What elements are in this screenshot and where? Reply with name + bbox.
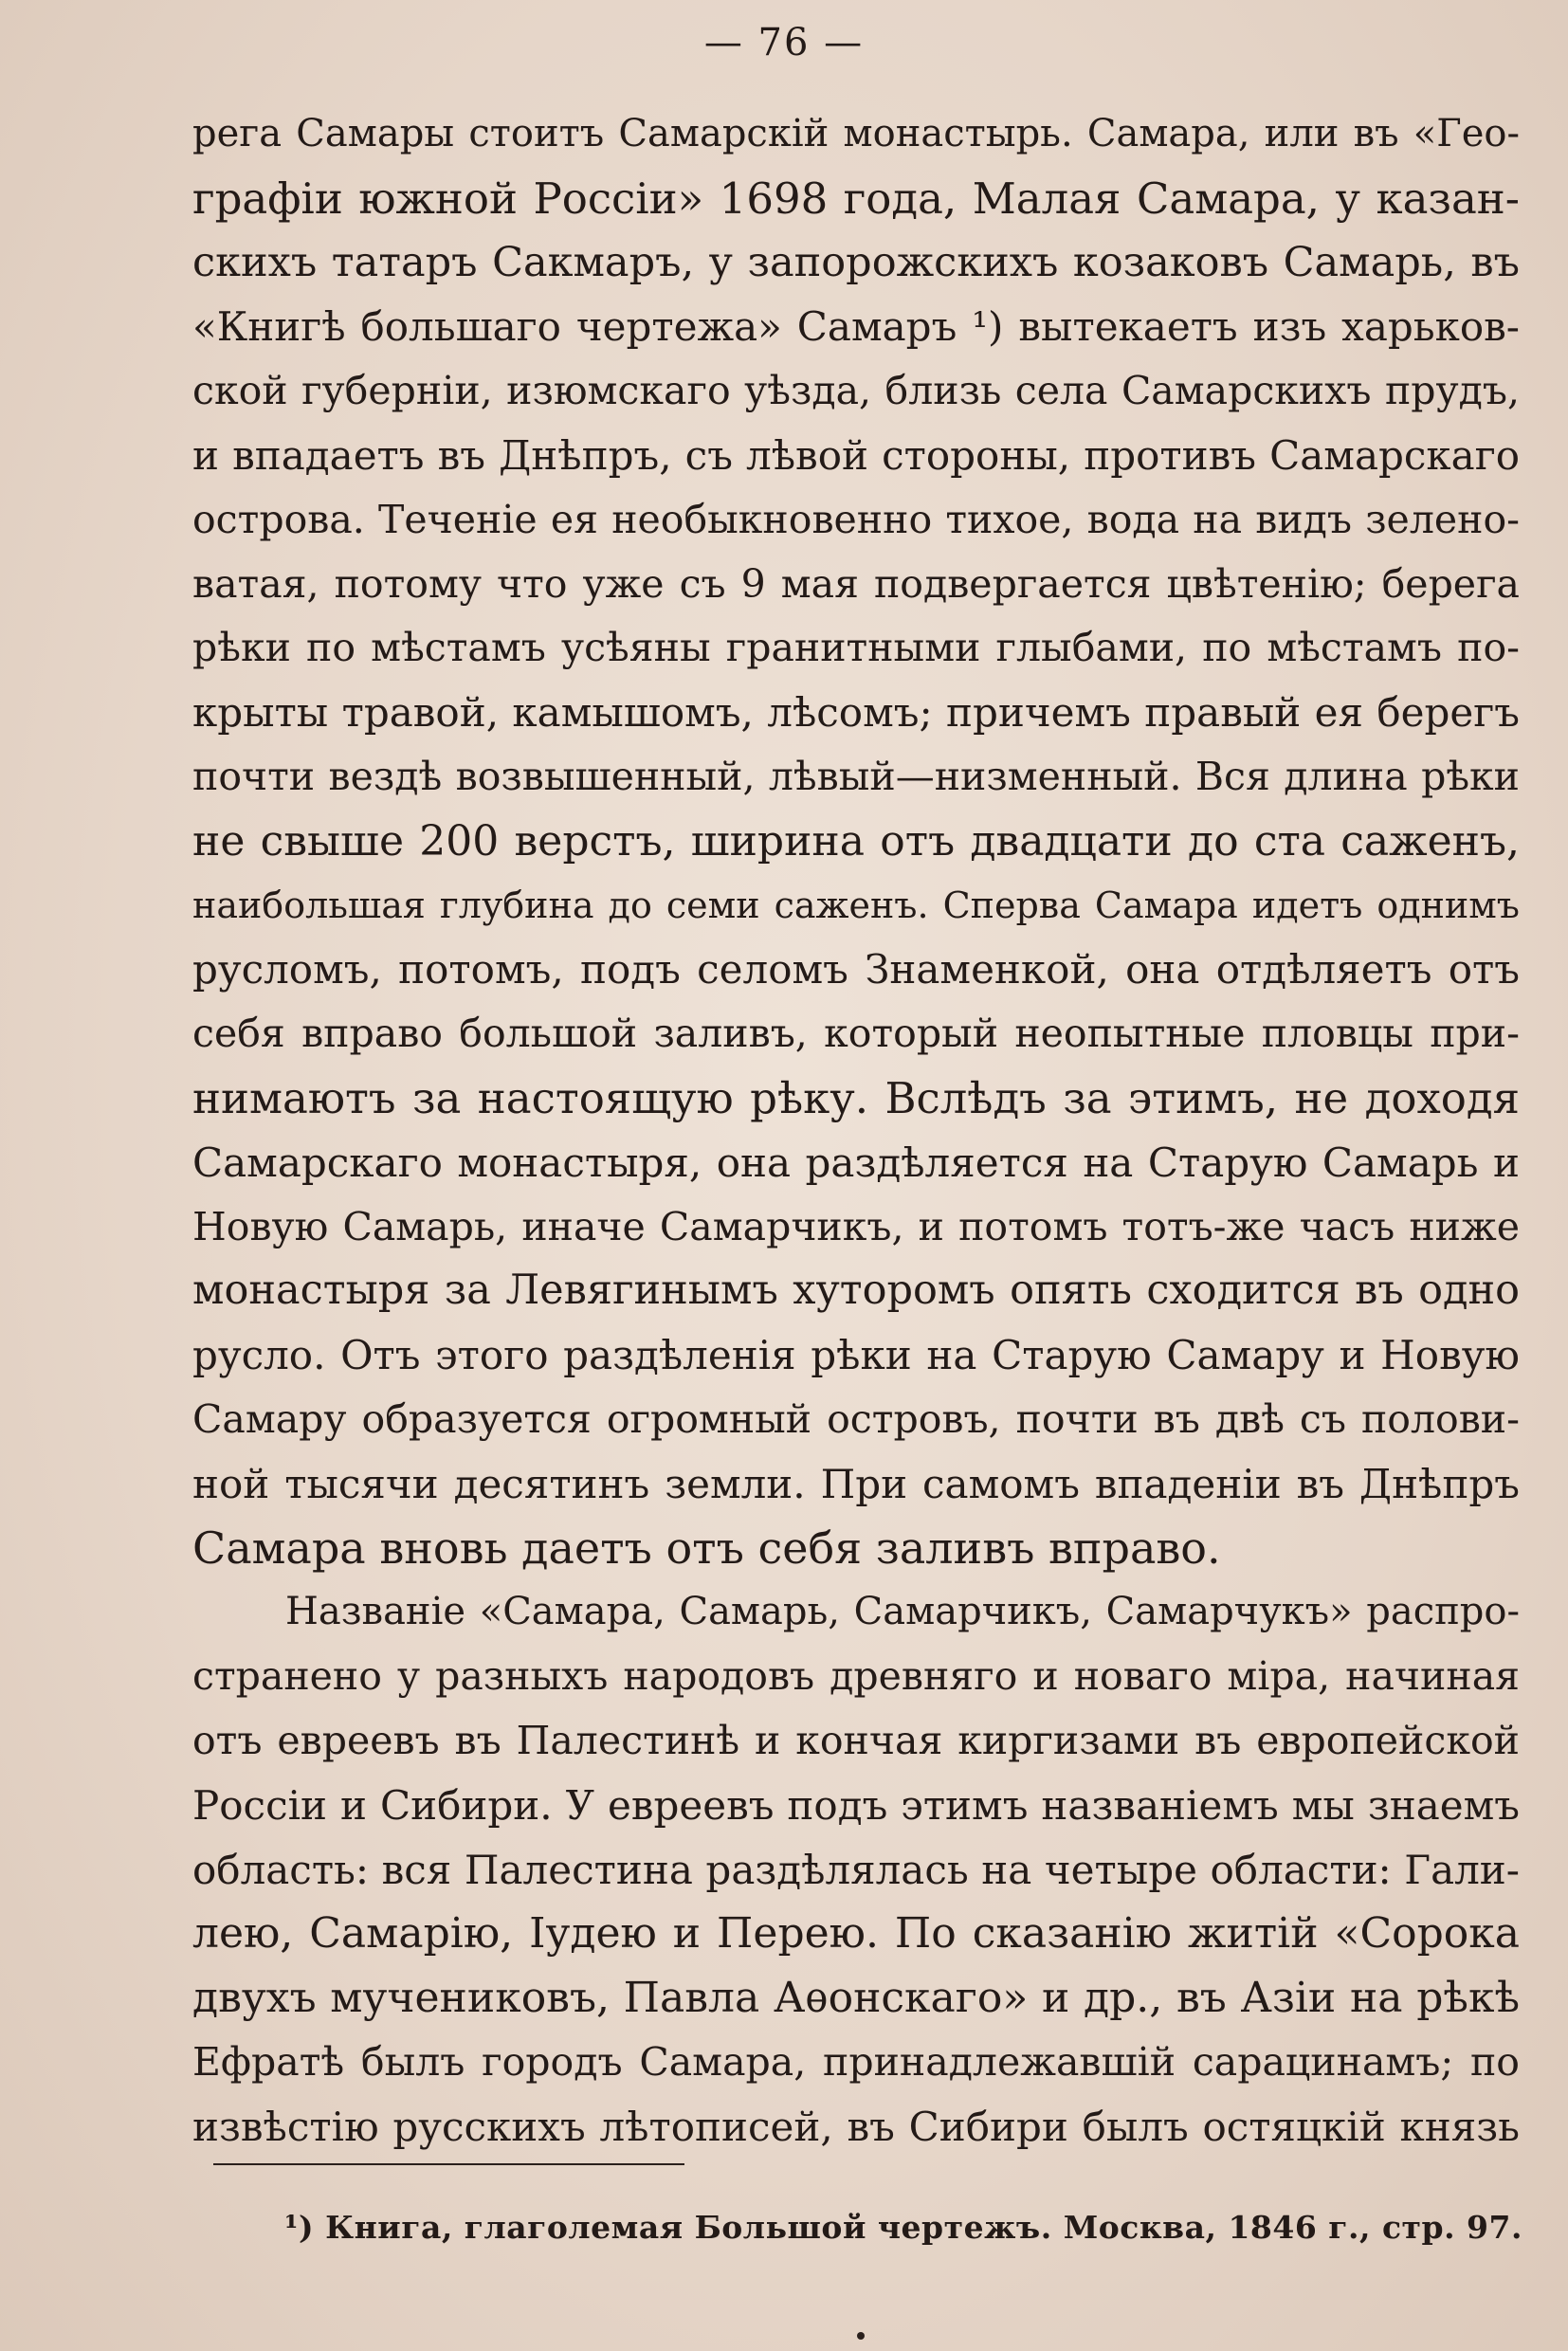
text-line: рѣки по мѣстамъ усѣяны гранитными глыбами, по мѣстамъ по-	[192, 625, 1520, 671]
text-line: ской губерніи, изюмскаго уѣзда, близь села Самарскихъ прудъ,	[192, 368, 1520, 414]
text-line: Ефратѣ былъ городъ Самара, принадлежавшій сарацинамъ; по	[192, 2038, 1520, 2085]
text-line: графіи южной Россіи» 1698 года, Малая Самара, у казан-	[192, 173, 1520, 224]
text-line: Самара вновь даетъ отъ себя заливъ вправо.	[192, 1522, 1221, 1574]
text-line: острова. Теченіе ея необыкновенно тихое, вода на видъ зелено-	[192, 496, 1520, 542]
text-line: Новую Самарь, иначе Самарчикъ, и потомъ тотъ-же часъ ниже	[192, 1203, 1520, 1249]
page-number: — 76 —	[703, 21, 865, 64]
text-line: Россіи и Сибири. У евреевъ подъ этимъ названіемъ мы знаемъ	[192, 1781, 1520, 1829]
footnote-marker: ¹)	[284, 2209, 315, 2246]
text-line: монастыря за Левягинымъ хуторомъ опять сходится въ одно	[192, 1267, 1520, 1315]
text-line: Самару образуется огромный островъ, почти въ двѣ съ полови-	[192, 1395, 1520, 1442]
text-line: отъ евреевъ въ Палестинѣ и кончая киргизами въ европейской	[192, 1717, 1520, 1763]
text-line: Названіе «Самара, Самарь, Самарчикъ, Самарчукъ» распро-	[285, 1590, 1520, 1634]
text-line: лею, Самарію, Іудею и Перею. По сказанію житій «Сорока	[192, 1909, 1520, 1959]
text-line: область: вся Палестина раздѣлялась на четыре области: Гали-	[192, 1846, 1520, 1893]
text-line: рега Самары стоитъ Самарскій монастырь. Самара, или въ «Гео-	[192, 112, 1520, 155]
print-speck	[857, 2332, 865, 2340]
text-line: русломъ, потомъ, подъ селомъ Знаменкой, она отдѣляетъ отъ	[192, 946, 1520, 993]
text-line: себя вправо большой заливъ, который неопытные пловцы при-	[192, 1011, 1520, 1057]
text-line: Самарскаго монастыря, она раздѣляется на Старую Самарь и	[192, 1139, 1520, 1186]
text-line: странено у разныхъ народовъ древняго и новаго міра, начиная	[192, 1653, 1520, 1700]
text-line: нимаютъ за настоящую рѣку. Вслѣдъ за этимъ, не доходя	[192, 1072, 1520, 1123]
text-line: и впадаетъ въ Днѣпръ, съ лѣвой стороны, противъ Самарскаго	[192, 431, 1520, 479]
text-line: не свыше 200 верстъ, ширина отъ двадцати до ста саженъ,	[192, 816, 1520, 866]
text-line: скихъ татаръ Сакмаръ, у запорожскихъ козаковъ Самарь, въ	[192, 238, 1520, 286]
text-line: двухъ мучениковъ, Павла Аѳонскаго» и др., въ Азіи на рѣкѣ	[192, 1974, 1520, 2023]
text-line: почти вездѣ возвышенный, лѣвый—низменный. Вся длина рѣки	[192, 753, 1520, 799]
text-line: русло. Отъ этого раздѣленія рѣки на Старую Самару и Новую	[192, 1332, 1520, 1379]
footnote-text: Книга, глаголемая Большой чертежъ. Москва, 1846 г., стр. 97.	[325, 2209, 1522, 2246]
text-line: ватая, потому что уже съ 9 мая подвергается цвѣтенію; берега	[192, 560, 1520, 607]
body-text	[192, 102, 1520, 2160]
text-line: ной тысячи десятинъ земли. При самомъ впаденіи въ Днѣпръ	[192, 1460, 1520, 1507]
footnote-separator	[213, 2163, 684, 2165]
text-line: наибольшая глубина до семи саженъ. Сперва Самара идетъ однимъ	[192, 884, 1520, 926]
text-line: «Книгѣ большаго чертежа» Самаръ ¹) вытекаетъ изъ харьков-	[192, 303, 1520, 351]
text-line: крыты травой, камышомъ, лѣсомъ; причемъ правый ея берегъ	[192, 689, 1520, 737]
text-line: извѣстію русскихъ лѣтописей, въ Сибири былъ остяцкій князь	[192, 2103, 1520, 2150]
footnote	[284, 2209, 1522, 2246]
